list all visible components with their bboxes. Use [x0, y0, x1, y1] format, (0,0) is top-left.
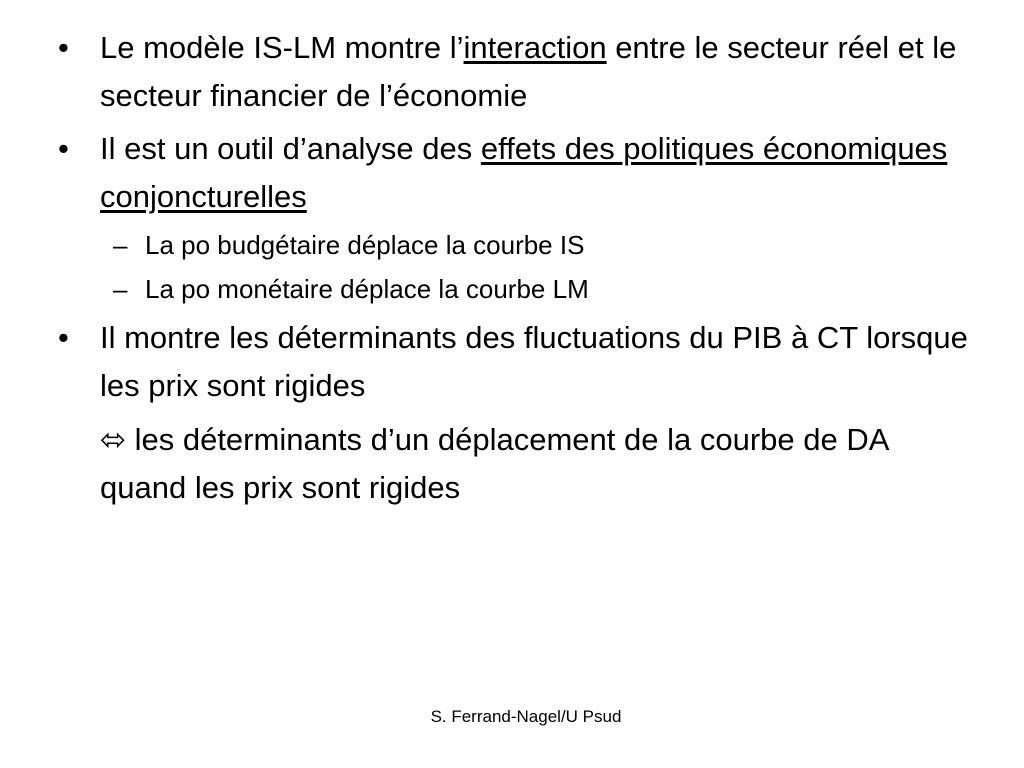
equivalence-arrow-icon: ⬄ [100, 422, 126, 457]
sub-bullet-text: La po budgétaire déplace la courbe IS [145, 230, 585, 260]
slide-content [58, 24, 978, 512]
footer-author: S. Ferrand-Nagel/U Psud [430, 707, 622, 726]
dash-marker: – [113, 274, 128, 304]
bullet-gdp-fluctuations [58, 314, 978, 410]
bullet-analysis-tool [58, 125, 978, 221]
underlined-term-interaction: interaction [463, 30, 607, 65]
sub-bullet-monetary-policy [113, 269, 978, 309]
dash-marker: – [113, 230, 128, 260]
bullet-marker: • [58, 320, 69, 355]
bullet-text: entre le secteur réel et le secteur financier de l’économie [100, 30, 957, 113]
equivalence-line [58, 416, 978, 512]
underlined-term-policy-effects: effets des politiques économiques conjoncturelles [100, 131, 948, 214]
sub-bullet-budget-policy [113, 225, 978, 265]
bullet-text: Il est un outil d’analyse des [100, 131, 481, 166]
equivalence-text: les déterminants d’un déplacement de la courbe de DA quand les prix sont rigides [100, 422, 888, 505]
slide-footer [0, 706, 1024, 728]
bullet-marker: • [58, 131, 69, 166]
sub-bullet-text: La po monétaire déplace la courbe LM [145, 274, 589, 304]
bullet-marker: • [58, 30, 69, 65]
bullet-islm-interaction [58, 24, 978, 120]
bullet-text: Le modèle IS-LM montre l’ [100, 30, 464, 65]
bullet-text: Il montre les déterminants des fluctuations du PIB à CT lorsque les prix sont rigides [100, 320, 968, 403]
